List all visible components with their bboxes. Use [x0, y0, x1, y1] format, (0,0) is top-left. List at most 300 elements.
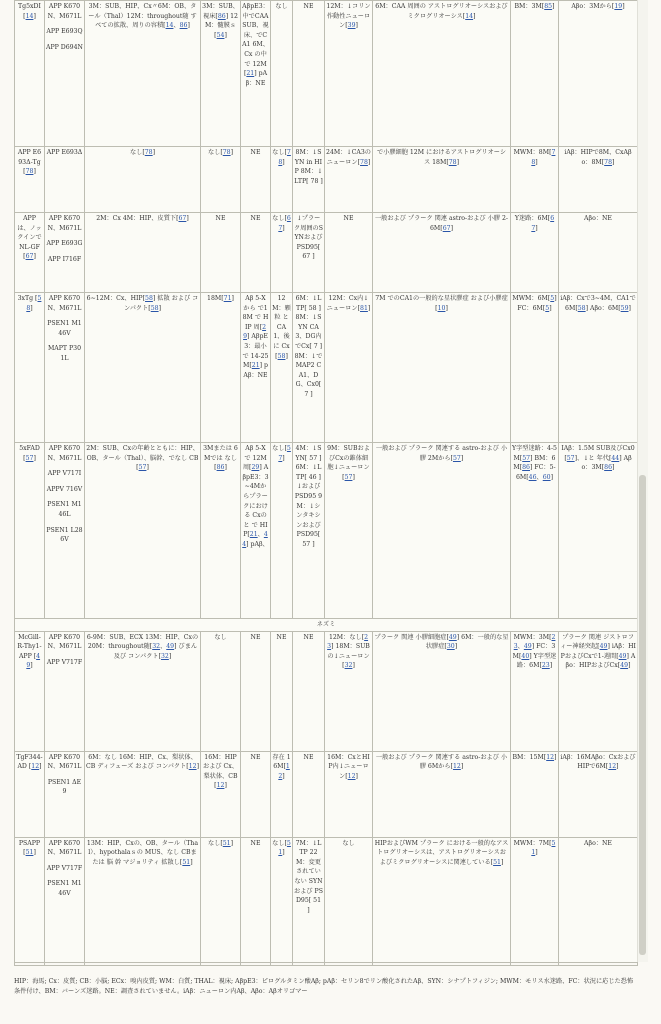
plaques-cell — [85, 631, 201, 751]
other-text: HIPおよびWM プラーク における一般的なアストログリオーシスは、アストログリオーシスおよびミクログリオーシスに関連している[ — [374, 839, 509, 866]
mutation-item: APP V717I — [47, 470, 82, 478]
plaques-text: なし[ — [129, 149, 145, 156]
table-bottom-border — [14, 962, 637, 963]
biomarkers-text: ] — [622, 3, 625, 10]
behavior-text: ] FC：5-6M[ — [515, 464, 556, 481]
citation-link[interactable]: 67 — [531, 215, 555, 232]
biomarkers-text: IAβ：1.5M SUB及びCx0[ — [561, 445, 635, 462]
behavior-text: BM：3M[ — [514, 3, 545, 10]
citation-link[interactable]: 49 — [618, 652, 627, 660]
tangles-text: ] — [282, 158, 285, 166]
biomarkers-text: ] — [628, 662, 631, 670]
citation-link[interactable]: 78 — [144, 149, 153, 156]
tangles-cell — [271, 1, 293, 147]
citation-link[interactable]: 67 — [25, 253, 34, 261]
mutation-item: APPV 716V — [46, 485, 83, 493]
biomarkers-cell — [559, 293, 638, 443]
model-cell: 3xTg [58] — [15, 293, 45, 443]
behavior-text: Y字型迷路：4-5M[ — [512, 445, 557, 462]
other-text: 一般および プラーク 関連する astro-および 小膠 2Mから[ — [375, 445, 508, 462]
citation-link[interactable]: 51 — [493, 858, 501, 866]
other-text: ] 6M：一般的な星状膠症[ — [425, 633, 509, 651]
other-text: ] — [454, 643, 458, 651]
tangles-cell — [271, 751, 293, 837]
ltp-text: 9M：SUBおよびCxの錐体細胞↓ニューロン[ — [327, 445, 370, 481]
citation-link[interactable]: 30 — [446, 643, 455, 651]
citation-link[interactable]: 12 — [608, 763, 617, 771]
neuron-loss-text: ] — [224, 31, 227, 39]
biomarkers-text: ] — [612, 464, 615, 472]
mutation-cell — [45, 213, 85, 293]
ltp-text: 24M：↓CA3のニューロン[ — [326, 149, 371, 166]
plaques-cell — [85, 837, 201, 965]
ltp-text: ] — [367, 158, 371, 166]
synapse-loss-text: NE — [303, 753, 314, 761]
biomarkers-text: ] Aβo：3M[ — [581, 454, 632, 472]
biomarkers-text: ] — [616, 763, 619, 771]
citation-link[interactable]: 49 — [26, 652, 41, 670]
ltp-cell — [325, 631, 373, 751]
scrollbar-thumb[interactable] — [639, 475, 646, 955]
citation-link[interactable]: 46 — [528, 473, 537, 481]
citation-link[interactable]: 32 — [152, 643, 161, 651]
behavior-text: 、 — [536, 473, 543, 481]
neuron-loss-text: ] — [224, 782, 227, 790]
neuron-loss-cell — [201, 147, 241, 213]
citation-link[interactable]: 51 — [531, 839, 556, 857]
neuron-loss-text: 3Mまたは 6Mでは なし[ — [203, 445, 238, 472]
other-text: ] — [473, 12, 476, 20]
plaques-text: ] — [190, 858, 193, 866]
microglia-text: Aβ 5-X から で18M で HIP 周[ — [242, 295, 269, 331]
neuron-loss-text: 3M：SUB、視床[ — [202, 3, 239, 20]
mutation-cell — [45, 147, 85, 213]
other-text: ] — [450, 224, 453, 232]
tangles-cell — [271, 837, 293, 965]
behavior-cell — [511, 837, 559, 965]
microglia-cell — [241, 1, 271, 147]
citation-link[interactable]: 58 — [145, 295, 153, 302]
biomarkers-text: プラーク 関連 ジストロフィー神経突起[ — [560, 633, 634, 651]
synapse-loss-cell — [293, 443, 325, 619]
citation-link[interactable]: 86 — [217, 12, 226, 20]
citation-link[interactable]: 14 — [165, 22, 174, 30]
citation-link[interactable]: 10 — [437, 304, 446, 312]
citation-link[interactable]: 86 — [604, 464, 613, 472]
citation-link[interactable]: 78 — [360, 158, 368, 166]
other-cell — [373, 837, 511, 965]
citation-link[interactable]: 67 — [442, 224, 451, 232]
mutation-item: PSEN1 M146V — [47, 880, 82, 897]
citation-link[interactable]: 29 — [243, 323, 267, 341]
plaques-text: ] — [186, 215, 189, 222]
mutation-item: APP K670N、M671L — [47, 295, 82, 312]
citation-link[interactable]: 51 — [25, 849, 34, 857]
citation-link[interactable]: 85 — [544, 3, 553, 10]
plaques-text: ] — [168, 652, 172, 660]
biomarkers-text: iAβ：16MAβo：CxおよびHIPで6M[ — [560, 753, 636, 771]
citation-link[interactable]: 12 — [216, 782, 225, 790]
citation-link[interactable]: 49 — [599, 643, 608, 651]
ltp-text: ] 18M：SUBの↓ニューロン[ — [327, 643, 370, 670]
citation-link[interactable]: 14 — [25, 12, 34, 20]
model-cell: McGill-R-Thy1-APP [49] — [15, 631, 45, 751]
citation-link[interactable]: 78 — [25, 168, 34, 176]
table-row — [15, 147, 638, 213]
citation-link[interactable]: 23 — [541, 662, 550, 670]
citation-link[interactable]: 71 — [223, 295, 232, 302]
mutation-cell — [45, 631, 85, 751]
citation-link[interactable]: 5 — [545, 304, 550, 312]
behavior-text: ] — [535, 224, 538, 232]
biomarkers-text: iAβ：HIPで8M、CxAβo：8M[ — [564, 149, 632, 166]
other-cell — [373, 1, 511, 147]
microglia-text: NE — [250, 149, 261, 156]
neuron-loss-text: NE — [215, 215, 226, 222]
other-text: 6M：CAA 周囲の アストログリオーシスおよびミクログリオーシス[ — [375, 3, 508, 20]
citation-link[interactable]: 14 — [465, 12, 474, 20]
microglia-text: NE — [250, 633, 261, 641]
behavior-cell — [511, 1, 559, 147]
behavior-text: ] — [554, 753, 557, 761]
citation-link[interactable]: 23 — [513, 633, 556, 651]
citation-link[interactable]: 44 — [242, 531, 268, 548]
behavior-text: ] FC：3M[ — [512, 643, 556, 660]
ltp-text: 12M：なし[ — [328, 633, 365, 641]
citation-link[interactable]: 57 — [452, 454, 461, 462]
mutation-cell — [45, 443, 85, 619]
microglia-cell — [241, 837, 271, 965]
ltp-text: ] — [352, 473, 355, 481]
neuron-loss-text: ] 12M：髄膜ｓ[ — [204, 12, 238, 39]
ltp-text: ] — [367, 304, 371, 312]
citation-link[interactable]: 67 — [278, 215, 291, 232]
behavior-cell — [511, 443, 559, 619]
citation-link[interactable]: 49 — [523, 643, 532, 651]
ltp-text: 12M：↓コリン作動性ニューロン[ — [326, 3, 371, 30]
model-cell: TgF344-AD [12] — [15, 751, 45, 837]
neuron-loss-cell — [201, 443, 241, 619]
citation-link[interactable]: 12 — [546, 753, 555, 761]
mutation-item: APP K670N、M671L — [47, 633, 82, 651]
tangles-text: NE — [276, 633, 287, 641]
table-footnote: HIP：海馬; Cx：皮質; CB：小脳; ECx：嗅内皮質; WM：白質; THAL：視床; AβpE3：ピログルタミン酸Aβ; pAβ：セリン8でリン酸化されたAβ、SYN：シナプトフィジン; MWM：モリス水迷路、FC：状況に応じた恐怖条件付け、BM：バーンズ迷路。NE：調査されていません。iAβ：ニューロン内Aβ、Aβo：Aβオリゴマー — [14, 978, 634, 995]
plaques-text: 6M：なし 16M：HIP、Cx、梨状体、CB ディフューズ および コンパクト[ — [86, 753, 197, 771]
behavior-text: Y迷路：6M[ — [514, 215, 551, 222]
microglia-text: 、 — [257, 531, 264, 539]
model-cell: APP は、ノックインでNL-GF [67] — [15, 213, 45, 293]
other-cell — [373, 147, 511, 213]
model-name: Tg5xDI — [18, 3, 41, 10]
tangles-cell — [271, 631, 293, 751]
neuron-loss-text: なし[ — [207, 149, 223, 156]
microglia-cell — [241, 443, 271, 619]
biomarkers-cell — [559, 147, 638, 213]
citation-link[interactable]: 21 — [249, 531, 258, 539]
tangles-text: ] — [285, 352, 288, 360]
mutation-cell — [45, 837, 85, 965]
microglia-cell — [241, 147, 271, 213]
mutation-item: PSEN1 M146V — [47, 320, 82, 337]
synapse-loss-cell — [293, 837, 325, 965]
other-text: ] — [445, 304, 448, 312]
synapse-loss-cell — [293, 1, 325, 147]
mutation-item: MAPT P301L — [47, 345, 82, 362]
behavior-text: ] — [552, 3, 555, 10]
citation-link[interactable]: 32 — [344, 662, 353, 670]
mutation-cell — [45, 751, 85, 837]
table-row — [15, 443, 638, 619]
ltp-cell — [325, 213, 373, 293]
plaques-text: ] — [196, 763, 199, 771]
plaques-text: ] — [146, 464, 149, 472]
citation-link[interactable]: 32 — [160, 652, 169, 660]
synapse-loss-text: 6M：↓LTP[ 58 ] 8M：↓SYN CA3、DG内 でCx[ 7 ] 8M：↓でMAP2 CA1、DG、Cx0[ 7 ] — [294, 295, 323, 398]
biomarkers-cell — [559, 1, 638, 147]
citation-link[interactable]: 12 — [452, 763, 461, 771]
synapse-loss-text: NE — [303, 3, 314, 10]
microglia-cell — [241, 293, 271, 443]
biomarkers-cell — [559, 443, 638, 619]
microglia-text: ] pAβ：NE — [245, 70, 268, 87]
citation-link[interactable]: 44 — [611, 454, 620, 462]
biomarkers-text: Aβo：3Mから[ — [571, 3, 615, 10]
tangles-text: なし — [275, 3, 288, 10]
ltp-text: 16M：CxとHIP内↓ニューロン[ — [327, 753, 370, 780]
citation-link[interactable]: 19 — [614, 3, 623, 10]
citation-link[interactable]: 49 — [166, 643, 175, 651]
biomarkers-text: ] Aβo：HIPおよびCx[ — [565, 652, 636, 670]
citation-link[interactable]: 5 — [550, 295, 555, 302]
model-name: PSAPP — [18, 839, 41, 847]
behavior-text: ] — [535, 849, 538, 857]
microglia-cell — [241, 213, 271, 293]
plaques-cell — [85, 1, 201, 147]
behavior-text: ] — [550, 473, 554, 481]
model-cell: Tg5xDI [14] — [15, 1, 45, 147]
microglia-text: ] AβpE3：最小で 14-25M[ — [242, 333, 269, 370]
behavior-cell — [511, 293, 559, 443]
plaques-text: 6-9M：SUB、ECX 13M：HIP、Cxの 20M：throughout随[ — [86, 633, 199, 651]
citation-link[interactable]: 81 — [360, 304, 368, 312]
mutation-item: APP E693Δ — [46, 149, 83, 156]
mutation-item: PSEN1 ΔE9 — [47, 778, 82, 796]
mutation-item: APP K670N、M671L — [47, 839, 82, 857]
plaques-text: ] びまん 及び コンパクト[ — [113, 643, 198, 660]
citation-link[interactable]: 57 — [344, 473, 353, 481]
citation-link[interactable]: 12 — [31, 763, 40, 771]
citation-link[interactable]: 67 — [178, 215, 187, 222]
citation-link[interactable]: 57 — [278, 445, 291, 462]
plaques-cell — [85, 213, 201, 293]
neuron-loss-cell — [201, 213, 241, 293]
ltp-text: ] — [352, 662, 355, 670]
tangles-text: 12M：顆粒 と CA1、後に Cx[ — [272, 295, 291, 360]
citation-link[interactable]: 29 — [251, 464, 260, 472]
microglia-cell — [241, 631, 271, 751]
citation-link[interactable]: 78 — [604, 158, 613, 166]
tangles-cell — [271, 213, 293, 293]
citation-link[interactable]: 78 — [278, 149, 291, 166]
mutation-item: APP K670N、M671L — [47, 445, 82, 462]
synapse-loss-cell — [293, 147, 325, 213]
scrollbar[interactable] — [637, 0, 648, 962]
other-text: 一般および プラーク 関連 astro-および 小膠 2-6M[ — [375, 215, 508, 232]
citation-link[interactable]: 78 — [448, 158, 457, 166]
citation-link[interactable]: 86 — [522, 464, 530, 472]
ltp-cell — [325, 837, 373, 965]
ltp-cell — [325, 293, 373, 443]
citation-link[interactable]: 21 — [246, 70, 255, 78]
citation-link[interactable]: 86 — [179, 22, 188, 30]
behavior-text: ] BM：6M[ — [513, 454, 556, 472]
citation-link[interactable]: 57 — [138, 464, 147, 472]
citation-link[interactable]: 86 — [216, 464, 225, 472]
microglia-text: AβpE3：中でCAA SUB、視床、でCA1 6M、Cx の中で 12M [ — [242, 3, 269, 78]
neuron-loss-text: なし — [214, 633, 227, 641]
table-row — [15, 837, 638, 965]
other-text: 一般および プラーク 関連する astro-および 小膠 6Mから[ — [375, 753, 508, 771]
other-cell — [373, 293, 511, 443]
neuron-loss-cell — [201, 837, 241, 965]
citation-link[interactable]: 57 — [566, 454, 575, 462]
ltp-text: なし — [342, 839, 355, 847]
mutation-item: APP K670N、M671L — [47, 215, 82, 232]
citation-link[interactable]: 59 — [620, 304, 629, 312]
citation-link[interactable]: 58 — [277, 352, 286, 360]
microglia-text: NE — [250, 753, 261, 761]
neuron-loss-text: ] — [230, 149, 234, 156]
ltp-text: ] — [355, 772, 358, 780]
mutation-item: PSEN1 L286V — [46, 526, 83, 544]
citation-link[interactable]: 40 — [521, 652, 530, 660]
microglia-text: NE — [250, 839, 261, 847]
behavior-text: ] Y字型迷路：6M[ — [516, 652, 557, 670]
citation-link[interactable]: 78 — [222, 149, 231, 156]
synapse-loss-cell — [293, 293, 325, 443]
citation-link[interactable]: 58 — [150, 304, 159, 312]
table-body-lower — [15, 631, 638, 965]
plaques-cell — [85, 751, 201, 837]
plaques-text: 2M：Cx 4M：HIP、皮質下[ — [96, 215, 179, 222]
plaques-text: ] — [158, 304, 162, 312]
synapse-loss-cell — [293, 751, 325, 837]
biomarkers-text: ] — [628, 304, 631, 312]
neuron-loss-cell — [201, 293, 241, 443]
citation-link[interactable]: 12 — [188, 763, 197, 771]
biomarkers-cell — [559, 837, 638, 965]
citation-link[interactable]: 21 — [251, 362, 260, 370]
plaques-text: 6~12M：Cx、HIP[ — [86, 295, 146, 302]
citation-link[interactable]: 54 — [216, 31, 225, 39]
neuron-loss-text: 16M：HIP および Cx、梨状体、CB[ — [203, 753, 238, 790]
plaques-text: ] — [187, 22, 190, 30]
citation-link[interactable]: 57 — [25, 454, 34, 462]
citation-link[interactable]: 78 — [531, 149, 556, 166]
behavior-text: MWM：8M[ — [513, 149, 552, 156]
citation-link[interactable]: 49 — [620, 662, 629, 670]
microglia-text: ] pAβ、 — [246, 540, 269, 548]
mutation-item: APP D694N — [46, 43, 83, 51]
model-name: APP は、ノックインでNL-GF — [17, 215, 42, 251]
biomarkers-text: ] iAβ：HIPおよびCxで1-週間[ — [560, 643, 636, 660]
neuron-loss-cell — [201, 631, 241, 751]
other-text: ] — [500, 858, 504, 866]
neuron-loss-cell — [201, 751, 241, 837]
table-row — [15, 1, 638, 147]
plaques-text: 2M：SUB、Cxの年齢とともに：HIP、OB、タール（Thal）、脳幹、でなし CB[ — [86, 445, 199, 472]
behavior-text: MWM：3M[ — [513, 633, 552, 641]
neuron-loss-cell — [201, 1, 241, 147]
biomarkers-text: ] Aβo：6M[ — [585, 304, 621, 312]
citation-link[interactable]: 39 — [347, 22, 356, 30]
table-row — [15, 293, 638, 443]
document-page — [14, 0, 637, 962]
behavior-cell — [511, 213, 559, 293]
citation-link[interactable]: 57 — [522, 454, 531, 462]
citation-link[interactable]: 60 — [542, 473, 551, 481]
citation-link[interactable]: 23 — [327, 633, 369, 651]
plaques-text: 13M：HIP、Cxの、OB、タール（Thal）、hypothalaｓの MUS、なし CBまたは 脳 幹 マジョリティ 拡散し[ — [86, 839, 199, 866]
mutation-item: APP E693Q — [46, 28, 83, 36]
biomarkers-cell — [559, 631, 638, 751]
citation-link[interactable]: 51 — [278, 839, 291, 857]
biomarkers-text: Aβo：NE — [584, 839, 612, 847]
behavior-text: 、 — [517, 643, 524, 651]
tangles-text: ] — [282, 224, 285, 232]
model-name: TgF344-AD — [16, 753, 43, 771]
plaques-text: ] 拡散 および コンパクト[ — [123, 295, 199, 312]
biomarkers-text: ]、↓と 年代[ — [574, 454, 612, 462]
ltp-cell — [325, 443, 373, 619]
tangles-text: 存在 16M[ — [272, 753, 291, 771]
citation-link[interactable]: 58 — [26, 295, 42, 312]
behavior-cell — [511, 751, 559, 837]
other-cell — [373, 751, 511, 837]
citation-link[interactable]: 12 — [347, 772, 356, 780]
tangles-text: なし[ — [272, 445, 287, 452]
citation-link[interactable]: 58 — [577, 304, 586, 312]
model-name: 3xTg — [17, 295, 34, 302]
mutation-item: APP K670N、M671L — [47, 753, 82, 771]
ltp-text: ] — [355, 22, 358, 30]
neuron-loss-text: ] — [230, 839, 234, 847]
microglia-text: Aβ 5-X で 12M 周[ — [242, 445, 267, 472]
ltp-cell — [325, 751, 373, 837]
synapse-loss-text: 4M：↓SYN[ 57 ] 6M：↓LTP[ 46 ] ↓および PSD95 9M：↓シンタキシンおよび PSD95[ 57 ] — [294, 445, 323, 548]
tangles-text: なし[ — [272, 839, 287, 847]
behavior-text: MWM：6M[ — [512, 295, 551, 302]
biomarkers-text: ] — [612, 158, 615, 166]
table-row — [15, 631, 638, 751]
mutation-item: PSEN1 M146L — [47, 501, 82, 518]
biomarkers-text: Aβo：NE — [584, 215, 612, 222]
citation-link[interactable]: 12 — [278, 763, 290, 780]
other-cell — [373, 631, 511, 751]
model-name: APP E693Δ-Tg — [17, 149, 42, 166]
biomarkers-text: iAβ：Cxで3~4M、CA1で 6M[ — [560, 295, 636, 312]
citation-link[interactable]: 51 — [222, 839, 231, 847]
plaques-text: 、 — [160, 643, 167, 651]
tangles-text: ] — [282, 772, 285, 780]
citation-link[interactable]: 51 — [182, 858, 191, 866]
section-row — [15, 619, 638, 632]
citation-link[interactable]: 49 — [448, 633, 457, 641]
tangles-text: ] — [282, 849, 285, 857]
behavior-cell — [511, 631, 559, 751]
synapse-loss-cell — [293, 213, 325, 293]
plaques-cell — [85, 443, 201, 619]
